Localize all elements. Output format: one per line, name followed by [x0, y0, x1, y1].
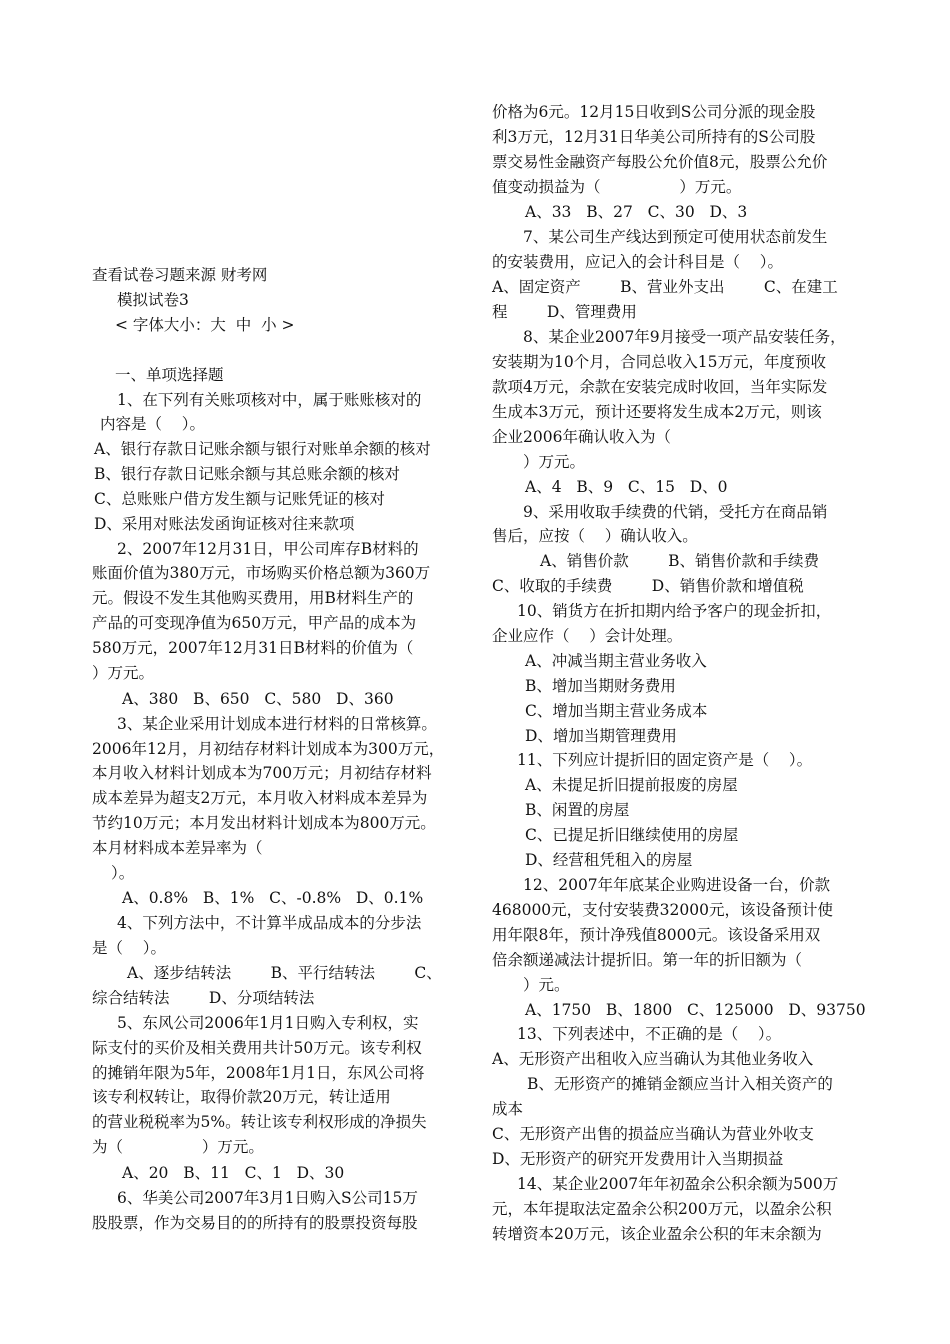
- question-text: 该专利权转让，取得价款20万元，转让适用: [92, 1088, 391, 1106]
- option-text: C、增加当期主营业务成本: [525, 702, 708, 720]
- question-text: ）元。: [523, 976, 570, 994]
- question-text: 是（ ）。: [92, 939, 166, 957]
- question-text: 2、2007年12月31日，甲公司库存B材料的: [117, 540, 419, 558]
- question-text: ）万元。: [92, 664, 155, 682]
- question-text: 的安装费用，应记入的会计科目是（ ）。: [492, 253, 783, 271]
- question-text: 为（ ）万元。: [92, 1138, 264, 1156]
- option-text: A、无形资产出租收入应当确认为其他业务收入: [492, 1050, 814, 1068]
- option-text: A、380 B、650 C、580 D、360: [122, 690, 394, 708]
- question-text: 元，本年提取法定盈余公积200万元，以盈余公积: [492, 1200, 832, 1218]
- option-text: A、银行存款日记账余额与银行对账单余额的核对: [94, 440, 431, 458]
- paper-title: 模拟试卷3: [117, 291, 189, 309]
- question-text: 10、销货方在折扣期内给予客户的现金折扣，: [517, 602, 832, 620]
- option-text: B、无形资产的摊销金额应当计入相关资产的: [527, 1075, 833, 1093]
- question-text: 11、下列应计提折旧的固定资产是（ ）。: [517, 751, 813, 769]
- option-text: D、经营租凭租入的房屋: [525, 851, 693, 869]
- question-text: 4、下列方法中，不计算半成品成本的分步法: [117, 914, 422, 932]
- question-text: ）。: [111, 864, 135, 882]
- question-text: 股股票，作为交易目的的所持有的股票投资每股: [92, 1214, 418, 1232]
- question-text: 款项4万元，余款在安装完成时收回，当年实际发: [492, 378, 828, 396]
- question-text: 8、某企业2007年9月接受一项产品安装任务，: [523, 328, 846, 346]
- option-text: C、收取的手续费 D、销售价款和增值税: [492, 577, 804, 595]
- option-text: B、闲置的房屋: [525, 801, 630, 819]
- question-text: 7、某公司生产线达到预定可使用状态前发生: [523, 228, 828, 246]
- question-text: 12、2007年年底某企业购进设备一台，价款: [523, 876, 831, 894]
- question-text: 价格为6元。12月15日收到S公司分派的现金股: [492, 103, 816, 121]
- option-text: C、总账账户借方发生额与记账凭证的核对: [94, 490, 385, 508]
- option-text: 程 D、管理费用: [492, 303, 637, 321]
- question-text: 账面价值为380万元，市场购买价格总额为360万: [92, 564, 431, 582]
- question-text: 1、在下列有关账项核对中，属于账账核对的: [117, 391, 422, 409]
- question-text: 产品的可变现净值为650万元，甲产品的成本为: [92, 614, 417, 632]
- option-text: 综合结转法 D、分项结转法: [92, 989, 315, 1007]
- question-text: 利3万元，12月31日华美公司所持有的S公司股: [492, 128, 816, 146]
- question-text: 的营业税税率为5%。转让该专利权形成的净损失: [92, 1113, 427, 1131]
- question-text: 2006年12月，月初结存材料计划成本为300万元，: [92, 740, 445, 758]
- question-text: 5、东风公司2006年1月1日购入专利权，实: [117, 1014, 419, 1032]
- option-text: 成本: [492, 1100, 524, 1118]
- option-text: A、20 B、11 C、1 D、30: [122, 1164, 345, 1182]
- option-text: A、未提足折旧提前报废的房屋: [525, 776, 738, 794]
- question-text: 的摊销年限为5年，2008年1月1日，东风公司将: [92, 1064, 425, 1082]
- question-text: 13、下列表述中，不正确的是（ ）。: [517, 1025, 782, 1043]
- option-text: C、无形资产出售的损益应当确认为营业外收支: [492, 1125, 814, 1143]
- question-text: 值变动损益为（ ）万元。: [492, 178, 742, 196]
- question-text: 倍余额递减法计提折旧。第一年的折旧额为（: [492, 951, 803, 969]
- question-text: 580万元，2007年12月31日B材料的价值为（: [92, 639, 414, 657]
- question-text: 3、某企业采用计划成本进行材料的日常核算。: [117, 715, 437, 733]
- option-text: B、增加当期财务费用: [525, 677, 676, 695]
- option-text: A、0.8% B、1% C、-0.8% D、0.1%: [122, 889, 424, 907]
- question-text: 内容是（ ）。: [100, 415, 205, 433]
- question-text: ）万元。: [523, 453, 586, 471]
- question-text: 用年限8年，预计净残值8000元。该设备采用双: [492, 926, 821, 944]
- option-text: A、33 B、27 C、30 D、3: [525, 203, 748, 221]
- question-text: 节约10万元；本月发出材料计划成本为800万元。: [92, 814, 436, 832]
- option-text: D、采用对账法发函询证核对往来款项: [94, 515, 355, 533]
- question-text: 转增资本20万元，该企业盈余公积的年末余额为: [492, 1225, 822, 1243]
- option-text: B、银行存款日记账余额与其总账余额的核对: [94, 465, 400, 483]
- section-heading: 一、单项选择题: [115, 366, 224, 384]
- source-line: 查看试卷习题来源 财考网: [92, 266, 268, 284]
- question-text: 9、采用收取手续费的代销，受托方在商品销: [523, 503, 828, 521]
- question-text: 6、华美公司2007年3月1日购入S公司15万: [117, 1189, 418, 1207]
- question-text: 14、某企业2007年年初盈余公积余额为500万: [517, 1175, 839, 1193]
- option-text: A、逐步结转法 B、平行结转法 C、: [127, 964, 442, 982]
- question-text: 成本差异为超支2万元，本月收入材料成本差异为: [92, 789, 428, 807]
- question-text: 468000元，支付安装费32000元，该设备预计使: [492, 901, 833, 919]
- question-text: 企业2006年确认收入为（: [492, 428, 671, 446]
- font-size-control[interactable]: < 字体大小：大 中 小 >: [115, 316, 295, 334]
- question-text: 本月收入材料计划成本为700万元；月初结存材料: [92, 764, 432, 782]
- option-text: A、冲减当期主营业务收入: [525, 652, 707, 670]
- question-text: 安装期为10个月，合同总收入15万元，年度预收: [492, 353, 826, 371]
- question-text: 际支付的买价及相关费用共计50万元。该专利权: [92, 1039, 422, 1057]
- option-text: A、销售价款 B、销售价款和手续费: [540, 552, 820, 570]
- option-text: A、1750 B、1800 C、125000 D、93750: [525, 1001, 866, 1019]
- question-text: 元。假设不发生其他购买费用，用B材料生产的: [92, 589, 414, 607]
- question-text: 企业应作（ ）会计处理。: [492, 627, 683, 645]
- option-text: A、4 B、9 C、15 D、0: [525, 478, 728, 496]
- option-text: D、无形资产的研究开发费用计入当期损益: [492, 1150, 784, 1168]
- option-text: C、已提足折旧继续使用的房屋: [525, 826, 739, 844]
- question-text: 票交易性金融资产每股公允价值8元，股票公允价: [492, 153, 828, 171]
- option-text: D、增加当期管理费用: [525, 727, 677, 745]
- question-text: 生成本3万元，预计还要将发生成本2万元，则该: [492, 403, 822, 421]
- question-text: 本月材料成本差异率为（: [92, 839, 263, 857]
- option-text: A、固定资产 B、营业外支出 C、在建工: [492, 278, 838, 296]
- question-text: 售后，应按（ ）确认收入。: [492, 527, 698, 545]
